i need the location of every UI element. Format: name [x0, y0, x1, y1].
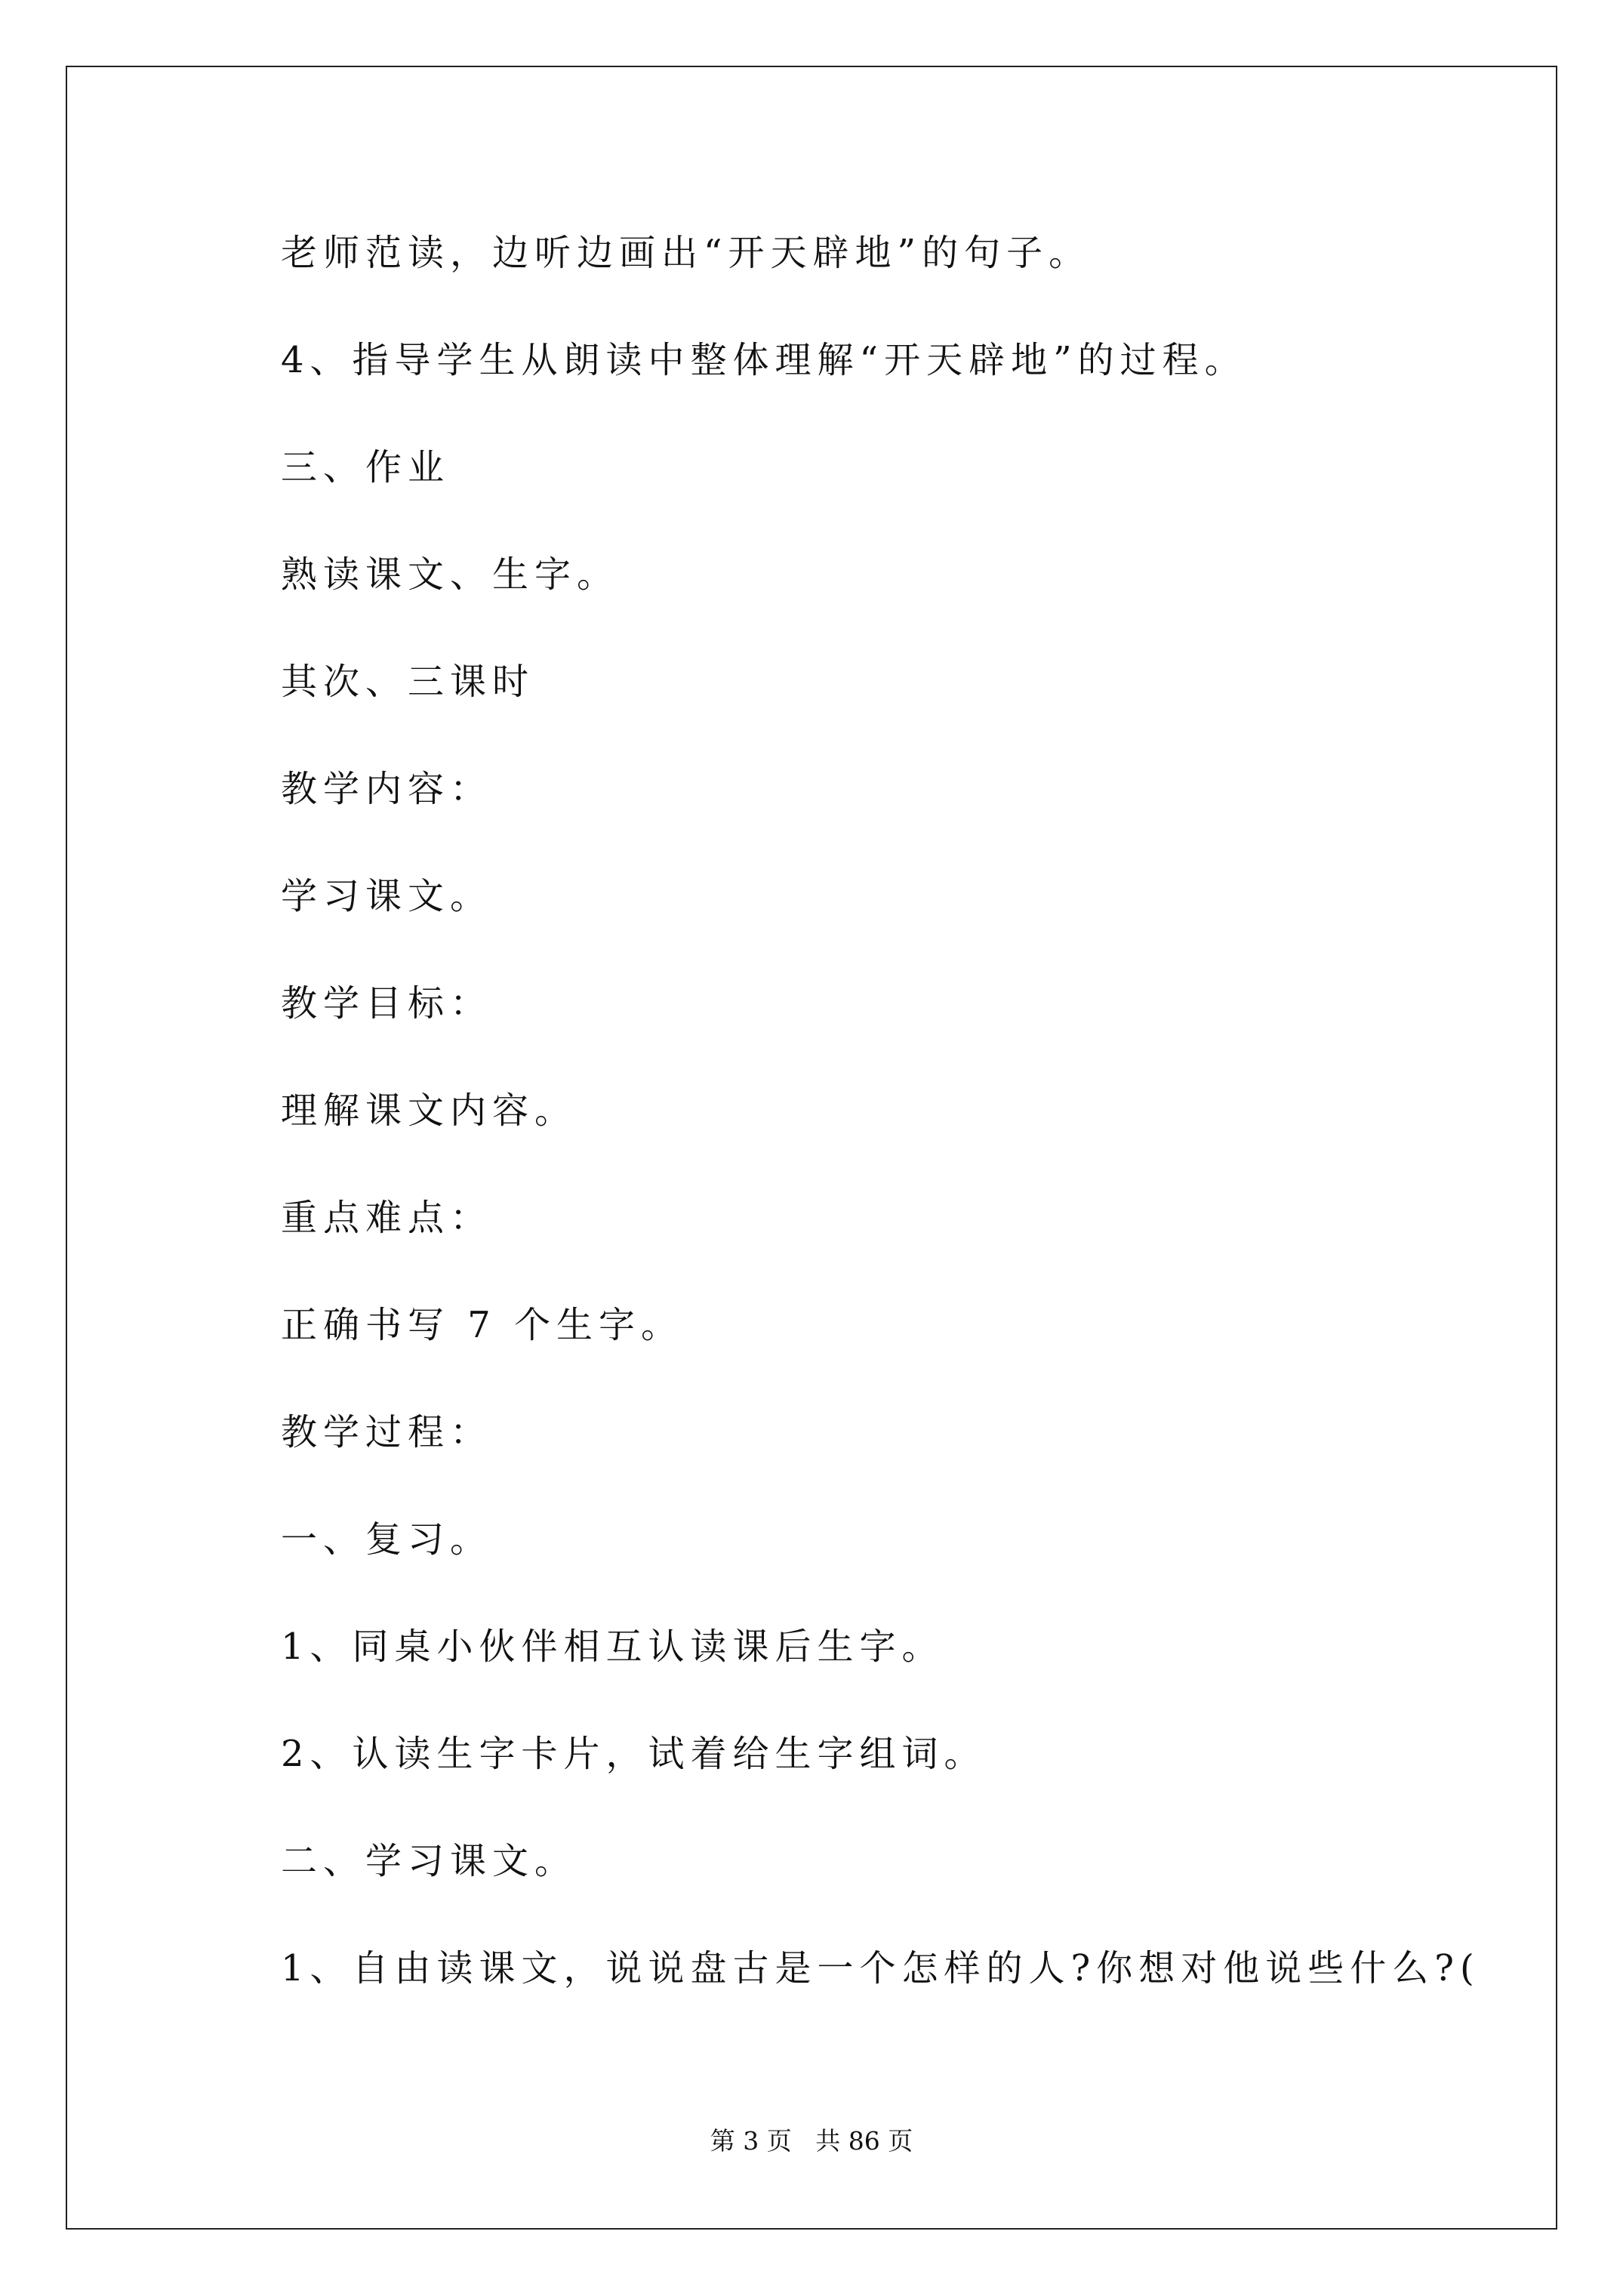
- paragraph-line: 学习课文。: [281, 875, 493, 917]
- section-heading: 其次、三课时: [281, 661, 535, 703]
- section-heading: 三、作业: [281, 446, 451, 488]
- paragraph-line: 熟读课文、生字。: [281, 553, 620, 596]
- paragraph-line: 正确书写 7 个生字。: [281, 1304, 684, 1346]
- list-item: 1、同桌小伙伴相互认读课后生字。: [281, 1626, 944, 1668]
- field-label: 教学目标：: [281, 982, 493, 1025]
- paragraph-line: 4、指导学生从朗读中整体理解“开天辟地”的过程。: [281, 339, 1247, 381]
- field-label: 重点难点：: [281, 1197, 493, 1239]
- section-heading: 一、复习。: [281, 1518, 493, 1561]
- page-footer: 第 3 页 共 86 页: [710, 2126, 913, 2156]
- document-body: [281, 223, 1519, 2045]
- list-item: 2、认读生字卡片，试着给生字组词。: [281, 1733, 987, 1775]
- list-item: 1、自由读课文，说说盘古是一个怎样的人?你想对他说些什么?(: [281, 1947, 1480, 1989]
- section-heading: 二、学习课文。: [281, 1840, 577, 1882]
- paragraph-line: 理解课文内容。: [281, 1089, 577, 1132]
- field-label: 教学过程：: [281, 1411, 493, 1453]
- field-label: 教学内容：: [281, 768, 493, 810]
- paragraph-line: 老师范读，边听边画出“开天辟地”的句子。: [281, 232, 1092, 274]
